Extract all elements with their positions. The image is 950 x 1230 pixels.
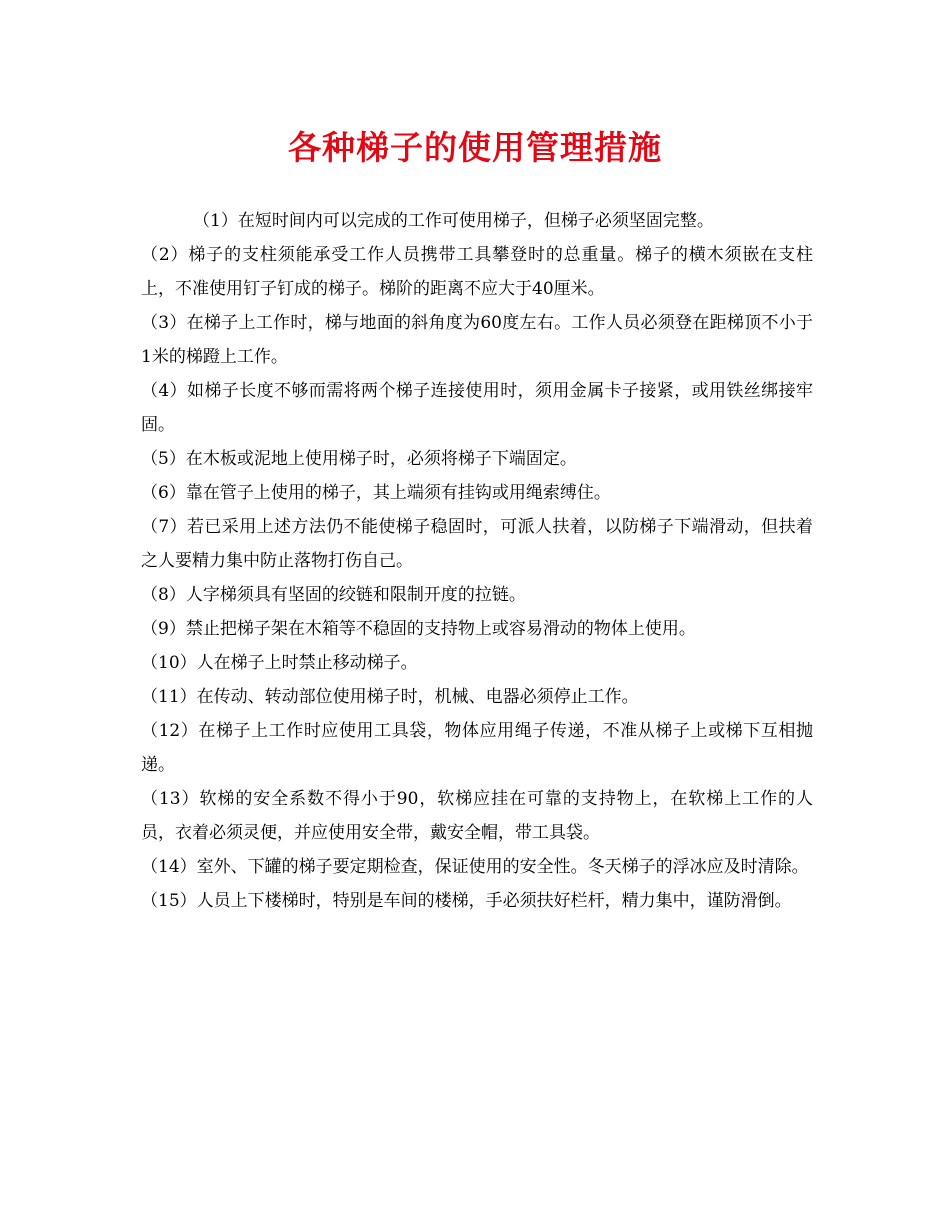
paragraph-7: （7）若已采用上述方法仍不能使梯子稳固时，可派人扶着，以防梯子下端滑动，但扶着之人要精力集中防止落物打伤自己。 bbox=[141, 517, 813, 571]
document-body bbox=[141, 204, 813, 918]
paragraph-2: （2）梯子的支柱须能承受工作人员携带工具攀登时的总重量。梯子的横木须嵌在支柱上，不准使用钉子钉成的梯子。梯阶的距离不应大于40厘米。 bbox=[141, 245, 813, 299]
paragraph-5: （5）在木板或泥地上使用梯子时，必须将梯子下端固定。 bbox=[141, 449, 577, 469]
paragraph-6: （6）靠在管子上使用的梯子，其上端须有挂钩或用绳索缚住。 bbox=[141, 483, 611, 503]
paragraph-14: （14）室外、下罐的梯子要定期检查，保证使用的安全性。冬天梯子的浮冰应及时清除。 bbox=[141, 857, 809, 877]
paragraph-15: （15）人员上下楼梯时，特别是车间的楼梯，手必须扶好栏杆，精力集中，谨防滑倒。 bbox=[141, 891, 792, 911]
paragraph-11: （11）在传动、转动部位使用梯子时，机械、电器必须停止工作。 bbox=[141, 687, 639, 707]
paragraph-3: （3）在梯子上工作时，梯与地面的斜角度为60度左右。工作人员必须登在距梯顶不小于1米的梯蹬上工作。 bbox=[141, 313, 813, 367]
paragraph-13: （13）软梯的安全系数不得小于90，软梯应挂在可靠的支持物上，在软梯上工作的人员，衣着必须灵便，并应使用安全带，戴安全帽，带工具袋。 bbox=[141, 789, 813, 843]
paragraph-4: （4）如梯子长度不够而需将两个梯子连接使用时，须用金属卡子接紧，或用铁丝绑接牢固。 bbox=[141, 381, 813, 435]
paragraph-10: （10）人在梯子上时禁止移动梯子。 bbox=[141, 653, 418, 673]
paragraph-12: （12）在梯子上工作时应使用工具袋，物体应用绳子传递，不准从梯子上或梯下互相抛递。 bbox=[141, 721, 813, 775]
document-title: 各种梯子的使用管理措施 bbox=[288, 128, 662, 167]
paragraph-8: （8）人字梯须具有坚固的绞链和限制开度的拉链。 bbox=[141, 585, 526, 605]
paragraph-1: （1）在短时间内可以完成的工作可使用梯子，但梯子必须坚固完整。 bbox=[193, 211, 714, 231]
paragraph-9: （9）禁止把梯子架在木箱等不稳固的支持物上或容易滑动的物体上使用。 bbox=[141, 619, 696, 639]
